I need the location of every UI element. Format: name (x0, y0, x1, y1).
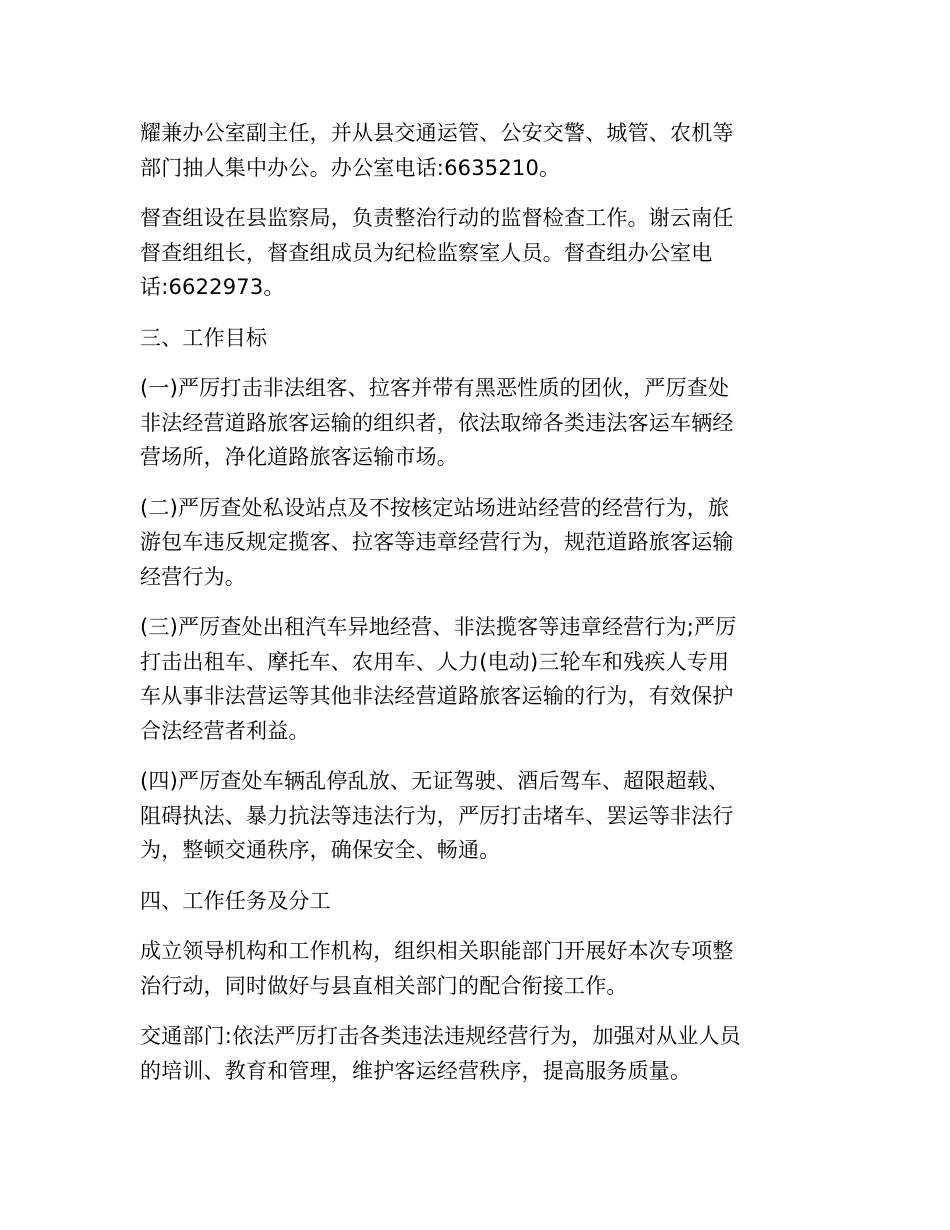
text-line: 的培训、教育和管理，维护客运经营秩序，提高服务质量。 (140, 1058, 692, 1083)
text-line: 营场所，净化道路旅客运输市场。 (140, 445, 458, 469)
paragraph-goal-4 (140, 764, 808, 868)
paragraph-transport-dept (140, 1019, 808, 1088)
paragraph-supervision-group (140, 201, 808, 305)
text-line: 合法经营者利益。 (140, 718, 310, 743)
text-line: 为，整顿交通秩序，确保安全、畅通。 (140, 838, 501, 862)
document-body (140, 116, 808, 1104)
text-line: (一)严厉打击非法组客、拉客并带有黑恶性质的团伙，严厉查处 (140, 376, 730, 400)
paragraph-goal-1 (140, 371, 808, 475)
paragraph-office-staff (140, 116, 808, 185)
text-line: 车从事非法营运等其他非法经营道路旅客运输的行为，有效保护 (140, 684, 734, 708)
text-line: (三)严厉查处出租汽车异地经营、非法揽客等违章经营行为;严厉 (140, 615, 737, 639)
paragraph-organization (140, 934, 808, 1003)
text-line: 非法经营道路旅客运输的组织者，依法取缔各类违法客运车辆经 (140, 410, 734, 435)
text-line: 成立领导机构和工作机构，组织相关职能部门开展好本次专项整 (140, 939, 734, 963)
text-line: 经营行为。 (140, 564, 246, 589)
text-line: 耀兼办公室副主任，并从县交通运管、公安交警、城管、农机等 (140, 121, 734, 145)
text-line: 打击出租车、摩托车、农用车、人力(电动)三轮车和残疾人专用 (140, 649, 730, 674)
text-line: 督查组组长，督查组成员为纪检监察室人员。督查组办公室电 (140, 240, 713, 265)
text-line: 游包车违反规定揽客、拉客等违章经营行为，规范道路旅客运输 (140, 530, 734, 554)
heading-line: 三、工作目标 (140, 325, 268, 350)
section-heading-goals (140, 321, 808, 356)
section-heading-tasks (140, 884, 808, 919)
text-line: 话:6622973。 (140, 275, 285, 299)
heading-line: 四、工作任务及分工 (140, 888, 331, 913)
text-line: (二)严厉查处私设站点及不按核定站场进站经营的经营行为，旅 (140, 495, 730, 520)
text-line: 部门抽人集中办公。办公室电话:6635210。 (140, 155, 561, 180)
text-line: 治行动，同时做好与县直相关部门的配合衔接工作。 (140, 973, 628, 998)
paragraph-goal-3 (140, 610, 808, 748)
text-line: (四)严厉查处车辆乱停乱放、无证驾驶、酒后驾车、超限超载、 (140, 769, 730, 793)
text-line: 督查组设在县监察局，负责整治行动的监督检查工作。谢云南任 (140, 206, 734, 230)
paragraph-goal-2 (140, 491, 808, 595)
text-line: 阻碍执法、暴力抗法等违法行为，严厉打击堵车、罢运等非法行 (140, 803, 734, 828)
text-line: 交通部门:依法严厉打击各类违法违规经营行为，加强对从业人员 (140, 1024, 741, 1048)
